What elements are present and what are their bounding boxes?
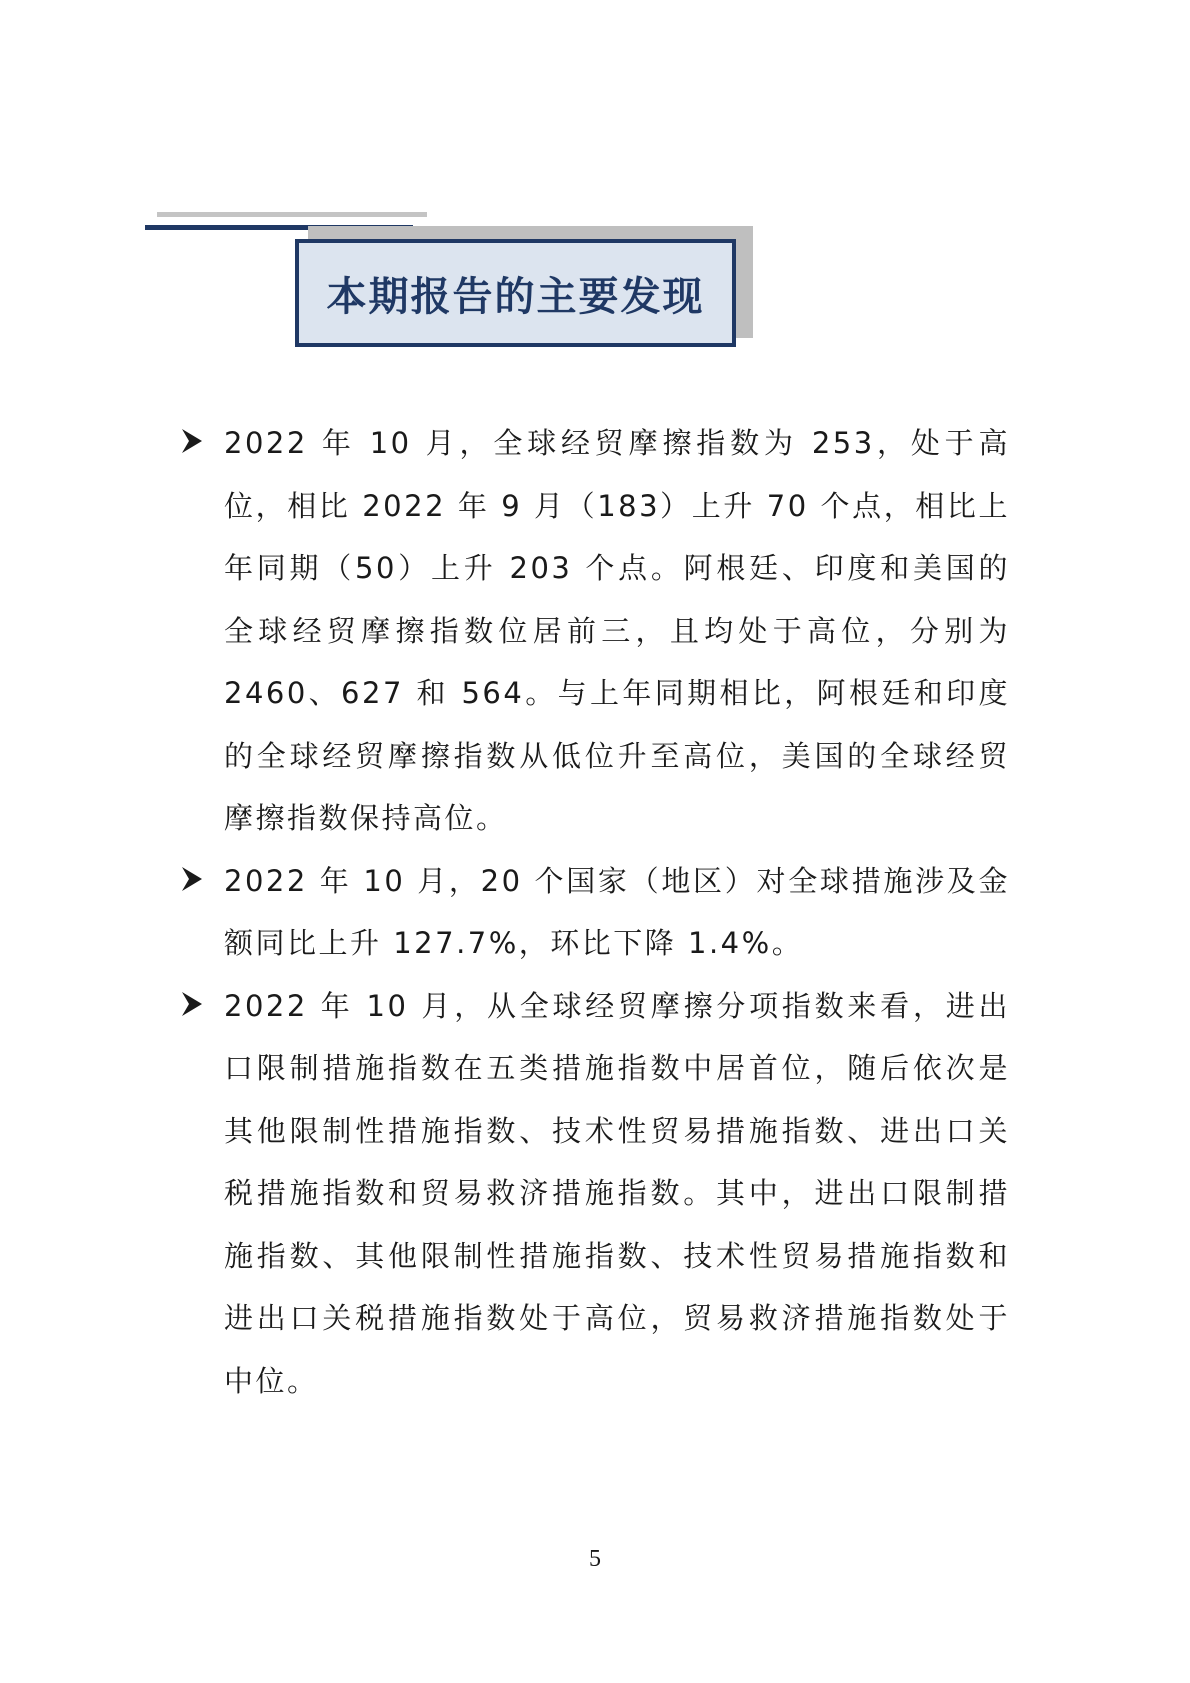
- findings-list: [0, 412, 1190, 1412]
- arrowhead-bullet-icon: [180, 989, 204, 1019]
- finding-item: [0, 975, 1010, 1413]
- section-title-box: [295, 239, 736, 347]
- arrowhead-bullet-icon: [180, 426, 204, 456]
- arrowhead-bullet-icon: [180, 864, 204, 894]
- decorative-line-gray: [157, 212, 427, 217]
- page-number: 5: [589, 1546, 601, 1572]
- finding-text: 2022 年 10 月，20 个国家（地区）对全球措施涉及金额同比上升 127.7%，环比下降 1.4%。: [224, 863, 1010, 960]
- finding-text: 2022 年 10 月，全球经贸摩擦指数为 253，处于高位，相比 2022 年 9 月（183）上升 70 个点，相比上年同期（50）上升 203 个点。阿根廷、印度和美国的全球经贸摩擦指数位居前三，且均处于高位，分别为 2460、627 和 564。与上年同期相比，阿根廷和印度的全球经贸摩擦指数从低位升至高位，美国的全球经贸摩擦指数保持高位。: [224, 426, 1010, 835]
- finding-text: 2022 年 10 月，从全球经贸摩擦分项指数来看，进出口限制措施指数在五类措施指数中居首位，随后依次是其他限制性措施指数、技术性贸易措施指数、进出口关税措施指数和贸易救济措施指数。其中，进出口限制措施指数、其他限制性措施指数、技术性贸易措施指数和进出口关税措施指数处于高位，贸易救济措施指数处于中位。: [224, 988, 1010, 1398]
- section-title: 本期报告的主要发现: [326, 273, 705, 320]
- finding-item: [0, 850, 1010, 975]
- finding-item: [0, 412, 1010, 850]
